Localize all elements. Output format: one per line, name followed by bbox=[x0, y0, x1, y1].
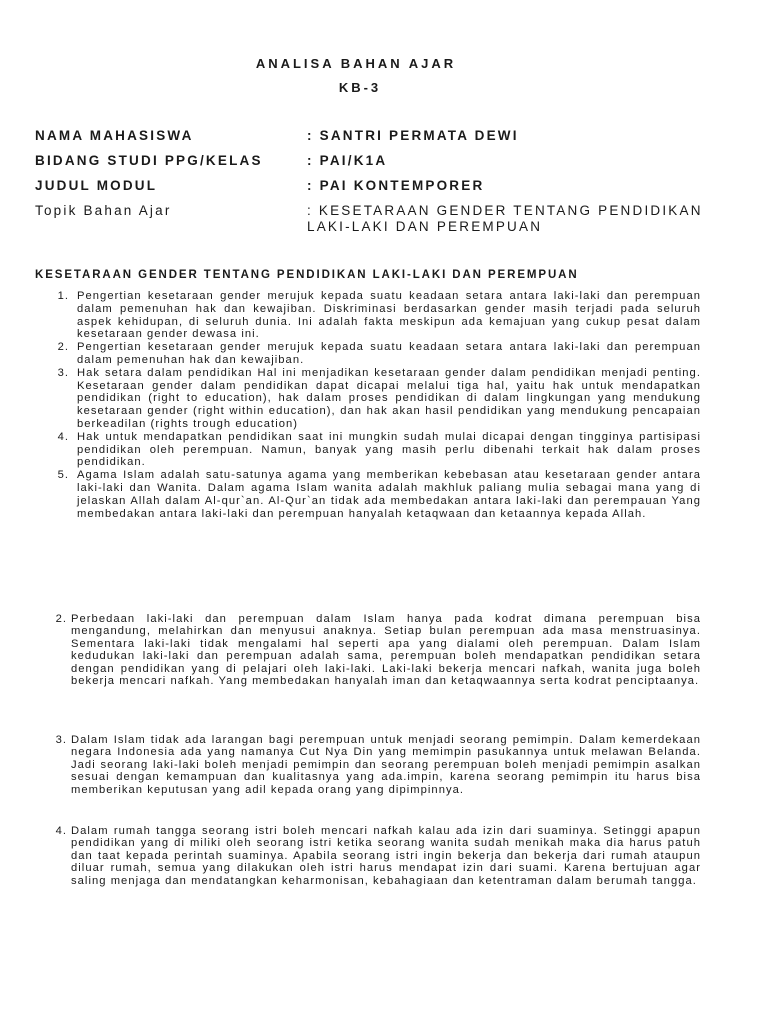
list-item bbox=[35, 367, 735, 431]
points-list bbox=[35, 290, 735, 520]
meta-row-field bbox=[35, 153, 715, 169]
meta-row-topic bbox=[35, 203, 715, 235]
item-number: 1. bbox=[57, 290, 69, 302]
numbered-paragraph bbox=[35, 734, 735, 796]
meta-row-name bbox=[35, 128, 715, 144]
list-item bbox=[35, 613, 735, 687]
meta-label: NAMA MAHASISWA bbox=[35, 128, 194, 143]
item-text: Pengertian kesetaraan gender merujuk kepada suatu keadaan setara antara laki-laki dan perempuan dalam pemenuhan hak dan kewajiban. bbox=[77, 341, 701, 366]
numbered-paragraph bbox=[35, 825, 735, 887]
list-item bbox=[35, 290, 735, 341]
meta-row-module bbox=[35, 178, 715, 194]
item-text: Agama Islam adalah satu-satunya agama yang memberikan kebebasan atau kesetaraan gender antara laki-laki dan Wanita. Dalam agama Islam wanita adalah makhluk paliang mulia sebagai mana yang di jelaskan Allah dalam Al-qur`an. Al-Qur`an tidak ada membedakan antara laki-laki dan perempauan Yang membedakan antara laki-laki dan perempuan hanyalah ketaqwaan dan ketaannya kepada Allah. bbox=[77, 469, 701, 520]
item-number: 2. bbox=[57, 341, 69, 354]
item-text: Dalam Islam tidak ada larangan bagi perempuan untuk menjadi seorang pemimpin. Dalam kemerdekaan negara Indonesia ada yang namanya Cut Nya Din yang memimpin pasukannya untuk melawan Belanda. Jadi seorang laki-laki boleh menjadi pemimpin dan seorang perempuan boleh menjadi pemimpin asalkan sesuai dengan kemampuan dan kualitasnya yang ada.impin, karena seorang pemimpin itu harus bisa memberikan keputusan yang adil kepada orang yang dipimpinnya. bbox=[71, 734, 701, 796]
list-item bbox=[35, 431, 735, 469]
meta-value: : PAI/K1A bbox=[307, 153, 388, 168]
list-item bbox=[35, 469, 735, 520]
list-item bbox=[35, 341, 735, 367]
section-heading: KESETARAAN GENDER TENTANG PENDIDIKAN LAKI-LAKI DAN PEREMPUAN bbox=[35, 269, 579, 281]
meta-label: JUDUL MODUL bbox=[35, 178, 158, 193]
meta-value: : KESETARAAN GENDER TENTANG PENDIDIKAN LAKI-LAKI DAN PEREMPUAN bbox=[307, 203, 703, 234]
item-number: 3. bbox=[55, 734, 67, 746]
meta-label: BIDANG STUDI PPG/KELAS bbox=[35, 153, 263, 168]
meta-value: : PAI KONTEMPORER bbox=[307, 178, 485, 193]
numbered-paragraph bbox=[35, 613, 735, 687]
item-number: 4. bbox=[57, 430, 69, 443]
meta-value: : SANTRI PERMATA DEWI bbox=[307, 128, 519, 143]
item-text: Hak setara dalam pendidikan Hal ini menjadikan kesetaraan gender dalam pendidikan menjadi penting. Kesetaraan gender dalam pendidikan dapat dicapai melalui tiga hal, yaitu hak untuk mendapatkan pendidikan (right to education), hak dalam proses pendidikan di dalam lingkungan yang mendukung kesetaraan gender (right within education), dan hak akan hasil pendidikan yang mendukung pencapaian berkeadilan (rights trough education) bbox=[77, 366, 701, 430]
list-item bbox=[35, 825, 735, 887]
item-number: 5. bbox=[57, 469, 69, 482]
item-text: Dalam rumah tangga seorang istri boleh mencari nafkah kalau ada izin dari suaminya. Setinggi apapun pendidikan yang di miliki oleh seorang istri ketika seorang wanita sudah menikah maka dia harus patuh dan taat kepada perintah suaminya. Apabila seorang istri ingin bekerja dan bekerja dari rumah ataupun diluar rumah, semua yang dilakukan oleh istri harus mendapat izin dari suami. Karena bertujuan agar saling menjaga dan mendatangkan keharmonisan, kebahagiaan dan ketentraman dalam berumah tangga. bbox=[71, 825, 701, 887]
item-number: 3. bbox=[57, 366, 69, 379]
item-text: Perbedaan laki-laki dan perempuan dalam Islam hanya pada kodrat dimana perempuan bisa mengandung, melahirkan dan menyusui anaknya. Setiap bulan perempuan ada masa menstruasinya. Sementara laki-laki tidak mengalami hal seperti apa yang dialami oleh perempuan. Dalam Islam kedudukan laki-laki dan perempuan adalah sama, perempuan boleh mendapatkan pendidikan setara dengan pendidikan yang di pelajari oleh laki-laki. Laki-laki bekerja mencari nafkah, wanita juga boleh bekerja mencari nafkah. Yang membedakan hanyalah iman dan ketaqwaannya serta kodrat penciptaanya. bbox=[71, 613, 701, 688]
list-item bbox=[35, 734, 735, 796]
student-info bbox=[35, 128, 715, 244]
item-number: 4. bbox=[55, 825, 67, 837]
meta-label: Topik Bahan Ajar bbox=[35, 203, 172, 218]
item-text: Pengertian kesetaraan gender merujuk kepada suatu keadaan setara antara laki-laki dan perempuan dalam pemenuhan hak dan kewajiban. Diskriminasi berdasarkan gender masih terjadi pada seluruh aspek kehidupan, di seluruh dunia. Ini adalah fakta meskipun ada kemajuan yang cukup pesat dalam kesetaraan gender dewasa ini. bbox=[77, 290, 701, 341]
item-text: Hak untuk mendapatkan pendidikan saat ini mungkin sudah mulai dicapai dengan tingginya partisipasi pendidikan oleh perempuan. Namun, banyak yang masih perlu dibenahi terkait hak dalam proses pendidikan. bbox=[77, 430, 701, 469]
document-title: ANALISA BAHAN AJAR bbox=[255, 56, 457, 71]
document-subtitle: KB-3 bbox=[338, 80, 382, 95]
item-number: 2. bbox=[55, 613, 67, 625]
